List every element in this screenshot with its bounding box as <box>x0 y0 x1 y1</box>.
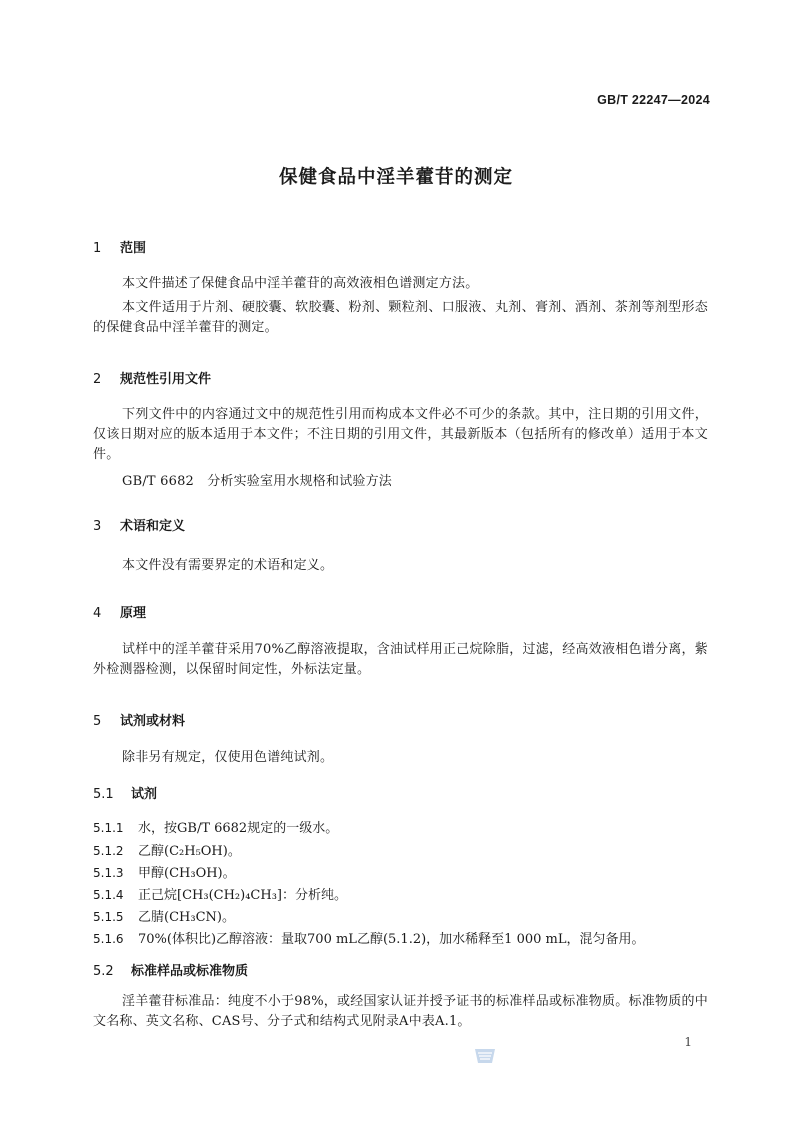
sac-logo-icon <box>472 1047 498 1065</box>
section-title: 试剂 <box>131 787 158 802</box>
section-1-heading <box>93 237 146 256</box>
item-number: 5.1.5 <box>93 910 124 924</box>
section-1-paragraph-1: 本文件描述了保健食品中淫羊藿苷的高效液相色谱测定方法。 <box>122 276 479 291</box>
section-number: 5.2 <box>93 964 114 979</box>
reagent-item <box>93 840 241 859</box>
section-2-heading <box>93 368 211 387</box>
item-text: 甲醇(CH₃OH)。 <box>138 866 236 881</box>
reagent-item <box>93 906 235 925</box>
item-text: 乙腈(CH₃CN)。 <box>138 910 235 925</box>
page-number: 1 <box>684 1035 692 1049</box>
section-number: 4 <box>93 606 102 621</box>
item-text: 水，按GB/T 6682规定的一级水。 <box>138 821 339 836</box>
reagent-item <box>93 928 644 947</box>
section-5-1-heading <box>93 783 157 802</box>
section-3-heading <box>93 515 185 534</box>
section-3-paragraph-1: 本文件没有需要界定的术语和定义。 <box>122 558 334 573</box>
section-number: 5 <box>93 714 102 729</box>
section-5-heading <box>93 710 185 729</box>
page-title: 保健食品中淫羊藿苷的测定 <box>278 167 513 188</box>
section-2-paragraph-1: 下列文件中的内容通过文中的规范性引用而构成本文件必不可少的条款。其中，注日期的引用文件，仅该日期对应的版本适用于本文件；不注日期的引用文件，其最新版本（包括所有的修改单）适用于本文件。 <box>93 407 708 462</box>
section-5-2-paragraph-1: 淫羊藿苷标准品：纯度不小于98%，或经国家认证并授予证书的标准样品或标准物质。标准物质的中文名称、英文名称、CAS号、分子式和结构式见附录A中表A.1。 <box>93 994 708 1029</box>
section-4-paragraph-1: 试样中的淫羊藿苷采用70%乙醇溶液提取，含油试样用正己烷除脂，过滤，经高效液相色谱分离，紫外检测器检测，以保留时间定性，外标法定量。 <box>93 642 708 677</box>
reagent-item <box>93 884 347 903</box>
section-title: 规范性引用文件 <box>120 372 212 387</box>
reagent-item <box>93 862 236 881</box>
section-number: 2 <box>93 372 102 387</box>
standard-number: GB/T 22247—2024 <box>597 93 710 107</box>
normative-reference: GB/T 6682 分析实验室用水规格和试验方法 <box>122 474 393 489</box>
item-number: 5.1.3 <box>93 866 124 880</box>
item-number: 5.1.6 <box>93 932 124 946</box>
item-number: 5.1.1 <box>93 821 124 835</box>
section-number: 3 <box>93 519 102 534</box>
section-5-paragraph-1: 除非另有规定，仅使用色谱纯试剂。 <box>122 750 334 765</box>
item-text: 乙醇(C₂H₅OH)。 <box>138 844 241 859</box>
item-number: 5.1.4 <box>93 888 124 902</box>
section-title: 术语和定义 <box>120 519 186 534</box>
section-5-2-heading <box>93 960 248 979</box>
section-title: 范围 <box>120 241 147 256</box>
section-number: 5.1 <box>93 787 114 802</box>
item-text: 正己烷[CH₃(CH₂)₄CH₃]：分析纯。 <box>138 888 347 903</box>
section-number: 1 <box>93 241 102 256</box>
section-1-paragraph-2: 本文件适用于片剂、硬胶囊、软胶囊、粉剂、颗粒剂、口服液、丸剂、膏剂、酒剂、茶剂等剂型形态的保健食品中淫羊藿苷的测定。 <box>93 300 708 335</box>
section-title: 标准样品或标准物质 <box>131 964 249 979</box>
section-4-heading <box>93 602 146 621</box>
section-title: 试剂或材料 <box>120 714 186 729</box>
item-number: 5.1.2 <box>93 844 124 858</box>
reagent-item <box>93 817 338 836</box>
section-title: 原理 <box>120 606 147 621</box>
item-text: 70%(体积比)乙醇溶液：量取700 mL乙醇(5.1.2)，加水稀释至1 000 mL，混匀备用。 <box>138 932 645 947</box>
